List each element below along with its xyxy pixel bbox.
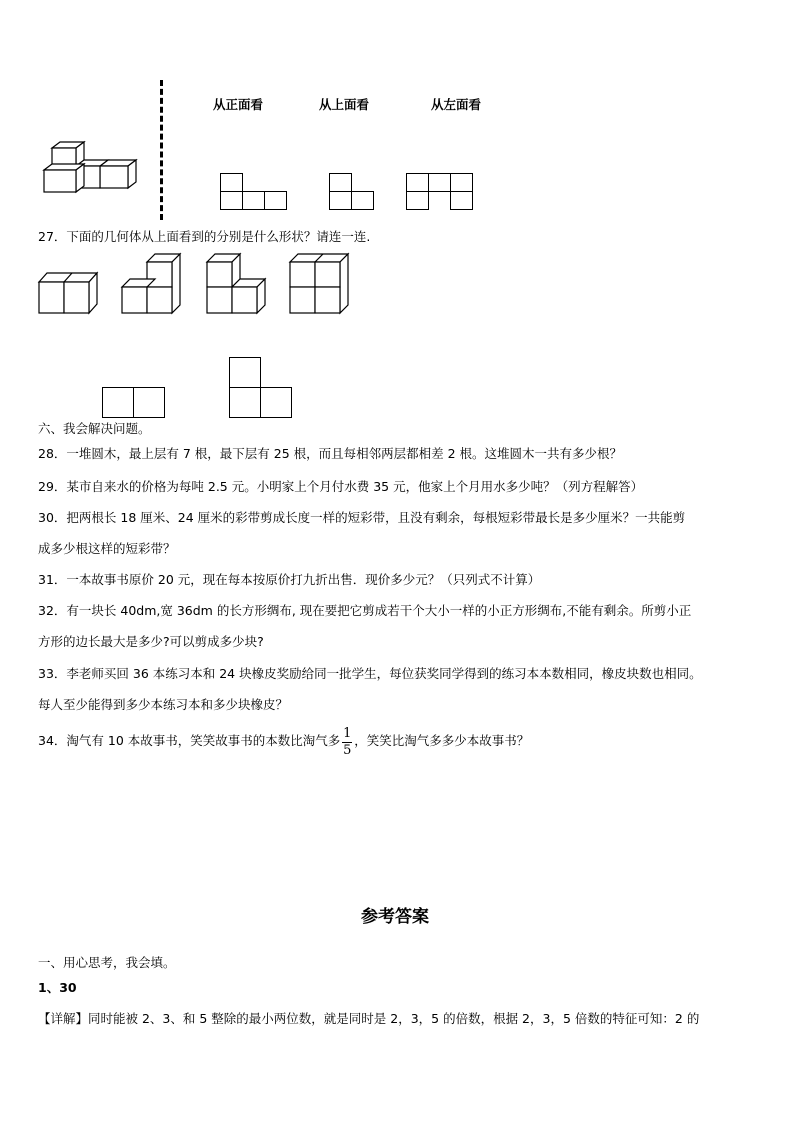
fraction-denominator: 5 (343, 742, 352, 758)
fraction-numerator: 1 (343, 725, 352, 741)
shape-l-three-squares (229, 357, 293, 419)
cube-solid-figure (40, 138, 140, 196)
front-view-grid (220, 173, 288, 211)
question-34-text-before: 34．淘气有 10 本故事书，笑笑故事书的本数比淘气多 (38, 733, 341, 748)
question-34 (38, 725, 529, 757)
dashed-divider (160, 80, 163, 220)
question-33-line1: 33．李老师买回 36 本练习本和 24 块橡皮奖励给同一批学生，每位获奖同学得到的练习本本数相同，橡皮块数也相同。 (38, 666, 702, 681)
question-28: 28．一堆圆木，最上层有 7 根，最下层有 25 根，而且每相邻两层都相差 2 根。这堆圆木一共有多少根？ (38, 446, 623, 461)
section-6-heading: 六、我会解决问题。 (38, 421, 151, 436)
solid-1 (38, 270, 102, 314)
question-32-line2: 方形的边长最大是多少?可以剪成多少块? (38, 634, 264, 649)
question-30-line1: 30．把两根长 18 厘米、24 厘米的彩带剪成长度一样的短彩带，且没有剩余，每根短彩带最长是多少厘米？一共能剪 (38, 510, 686, 525)
left-view-grid (406, 173, 474, 211)
solid-4 (289, 253, 353, 315)
answer-title: 参考答案 (361, 907, 429, 927)
solid-2 (121, 253, 185, 315)
view-label-front: 从正面看 (213, 97, 264, 112)
question-32-line1: 32．有一块长 40dm,宽 36dm 的长方形绸布, 现在要把它剪成若干个大小一样的小正方形绸布,不能有剩余。所剪小正 (38, 603, 692, 618)
fraction-one-fifth (342, 727, 352, 757)
view-label-top: 从上面看 (319, 97, 370, 112)
question-29: 29．某市自来水的价格为每吨 2.5 元。小明家上个月付水费 35 元，他家上个月用水多少吨？（列方程解答） (38, 479, 644, 494)
question-27: 27．下面的几何体从上面看到的分别是什么形状？请连一连. (38, 229, 371, 244)
answer-section-1-heading: 一、用心思考，我会填。 (38, 955, 176, 970)
top-view-grid (329, 173, 375, 211)
question-31: 31．一本故事书原价 20 元，现在每本按原价打九折出售．现价多少元？（只列式不计算） (38, 572, 541, 587)
answer-1-detail: 【详解】同时能被 2、3、和 5 整除的最小两位数，就是同时是 2，3，5 的倍数，根据 2，3，5 倍数的特征可知：2 的 (38, 1011, 700, 1026)
shape-two-squares (102, 387, 166, 419)
view-label-left: 从左面看 (431, 97, 482, 112)
question-33-line2: 每人至少能得到多少本练习本和多少块橡皮？ (38, 697, 289, 712)
question-30-line2: 成多少根这样的短彩带？ (38, 541, 176, 556)
solid-3 (206, 253, 270, 315)
answer-1: 1、30 (38, 980, 77, 995)
question-34-text-after: ，笑笑比淘气多多少本故事书？ (354, 733, 530, 748)
